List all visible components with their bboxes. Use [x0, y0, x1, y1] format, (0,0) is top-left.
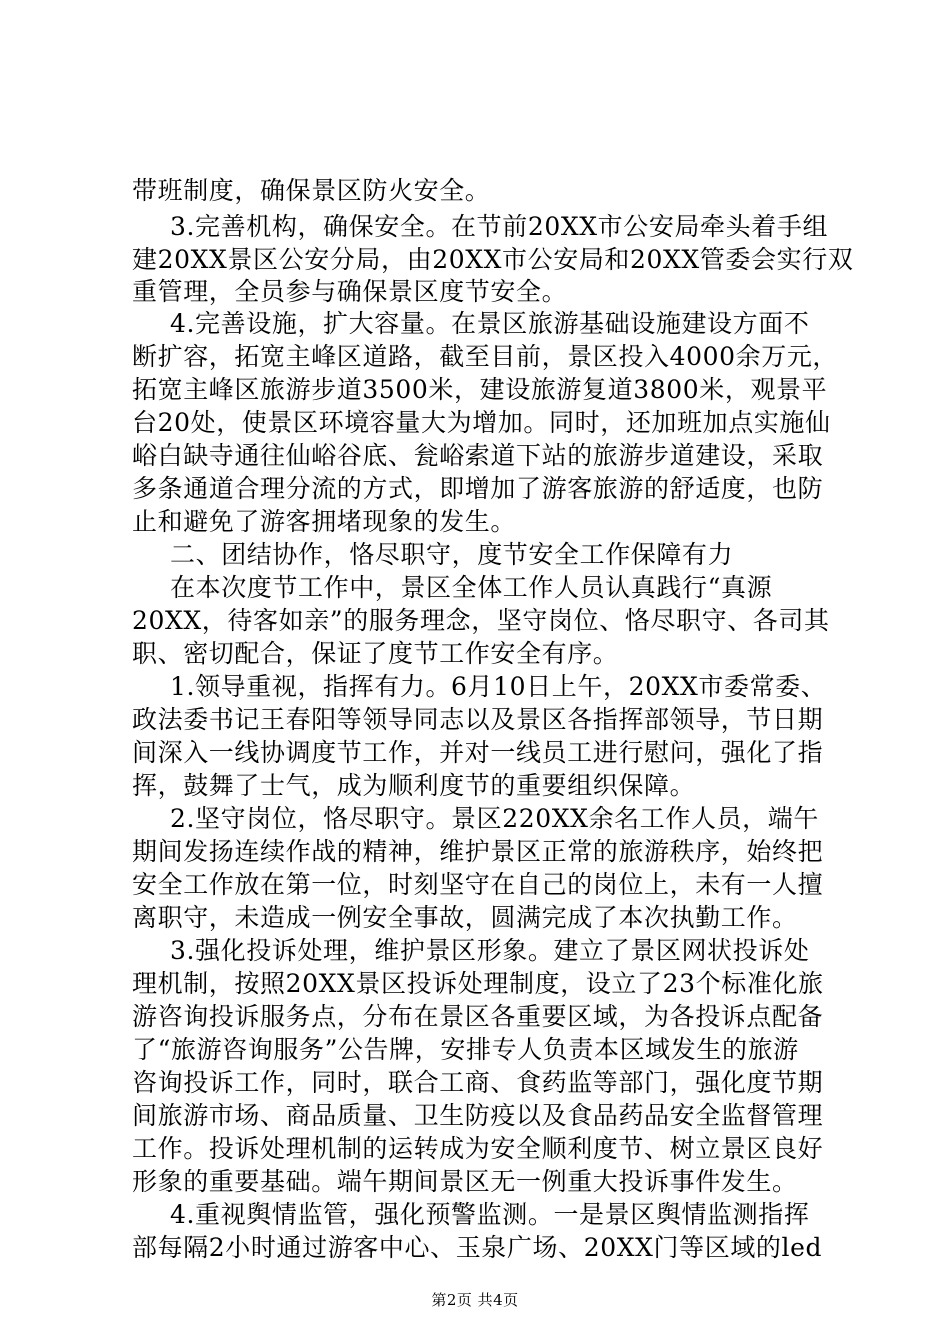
- text-line: 多条通道合理分流的方式，即增加了游客旅游的舒适度，也防: [132, 474, 824, 503]
- text-line: 重管理，全员参与确保景区度节安全。: [132, 277, 568, 306]
- text-line: 间深入一线协调度节工作，并对一线员工进行慰问，强化了指: [132, 738, 824, 767]
- text-line: 咨询投诉工作，同时，联合工商、食药监等部门，强化度节期: [132, 1068, 824, 1097]
- text-line: 2.坚守岗位，恪尽职守。景区220XX余名工作人员，端午: [170, 804, 819, 833]
- text-line: 1.领导重视，指挥有力。6月10日上午，20XX市委常委、: [170, 672, 827, 701]
- text-line: 部每隔2小时通过游客中心、玉泉广场、20XX门等区域的led: [132, 1233, 823, 1262]
- text-line: 间旅游市场、商品质量、卫生防疫以及食品药品安全监督管理: [132, 1101, 824, 1130]
- page-footer: 第2页 共4页: [431, 1291, 519, 1309]
- text-line: 职、密切配合，保证了度节工作安全有序。: [132, 639, 619, 668]
- text-line: 台20处，使景区环境容量大为增加。同时，还加班加点实施仙: [132, 408, 831, 437]
- text-line: 4.重视舆情监管，强化预警监测。一是景区舆情监测指挥: [170, 1200, 810, 1229]
- text-line: 峪白缺寺通往仙峪谷底、瓮峪索道下站的旅游步道建设，采取: [132, 441, 824, 470]
- text-line: 游咨询投诉服务点，分布在景区各重要区域，为各投诉点配备: [132, 1002, 824, 1031]
- text-line: 了“旅游咨询服务”公告牌，安排专人负责本区域发生的旅游: [132, 1035, 799, 1064]
- text-line: 3.完善机构，确保安全。在节前20XX市公安局牵头着手组: [170, 212, 829, 241]
- text-line: 在本次度节工作中，景区全体工作人员认真践行“真源: [170, 573, 773, 602]
- text-line: 离职守，未造成一例安全事故，圆满完成了本次执勤工作。: [132, 903, 798, 932]
- text-line: 期间发扬连续作战的精神，维护景区正常的旅游秩序，始终把: [132, 837, 824, 866]
- text-line: 安全工作放在第一位，时刻坚守在自己的岗位上，未有一人擅: [132, 870, 824, 899]
- text-line: 形象的重要基础。端午期间景区无一例重大投诉事件发生。: [132, 1167, 798, 1196]
- section-heading: 二、团结协作，恪尽职守，度节安全工作保障有力: [170, 540, 734, 569]
- text-line: 理机制，按照20XX景区投诉处理制度，设立了23个标准化旅: [132, 969, 824, 998]
- text-line: 4.完善设施，扩大容量。在景区旅游基础设施建设方面不: [170, 309, 810, 338]
- text-line: 挥，鼓舞了士气，成为顺利度节的重要组织保障。: [132, 771, 696, 800]
- text-line: 工作。投诉处理机制的运转成为安全顺利度节、树立景区良好: [132, 1134, 824, 1163]
- text-line: 止和避免了游客拥堵现象的发生。: [132, 507, 517, 536]
- text-line: 拓宽主峰区旅游步道3500米，建设旅游复道3800米，观景平: [132, 375, 828, 404]
- text-line: 政法委书记王春阳等领导同志以及景区各指挥部领导，节日期: [132, 705, 824, 734]
- text-line: 建20XX景区公安分局，由20XX市公安局和20XX管委会实行双: [132, 245, 854, 274]
- text-line: 20XX，待客如亲”的服务理念，坚守岗位、恪尽职守、各司其: [132, 606, 830, 635]
- text-line: 3.强化投诉处理，维护景区形象。建立了景区网状投诉处: [170, 936, 810, 965]
- text-line: 断扩容，拓宽主峰区道路，截至目前，景区投入4000余万元，: [132, 342, 839, 371]
- text-line: 带班制度，确保景区防火安全。: [132, 176, 491, 205]
